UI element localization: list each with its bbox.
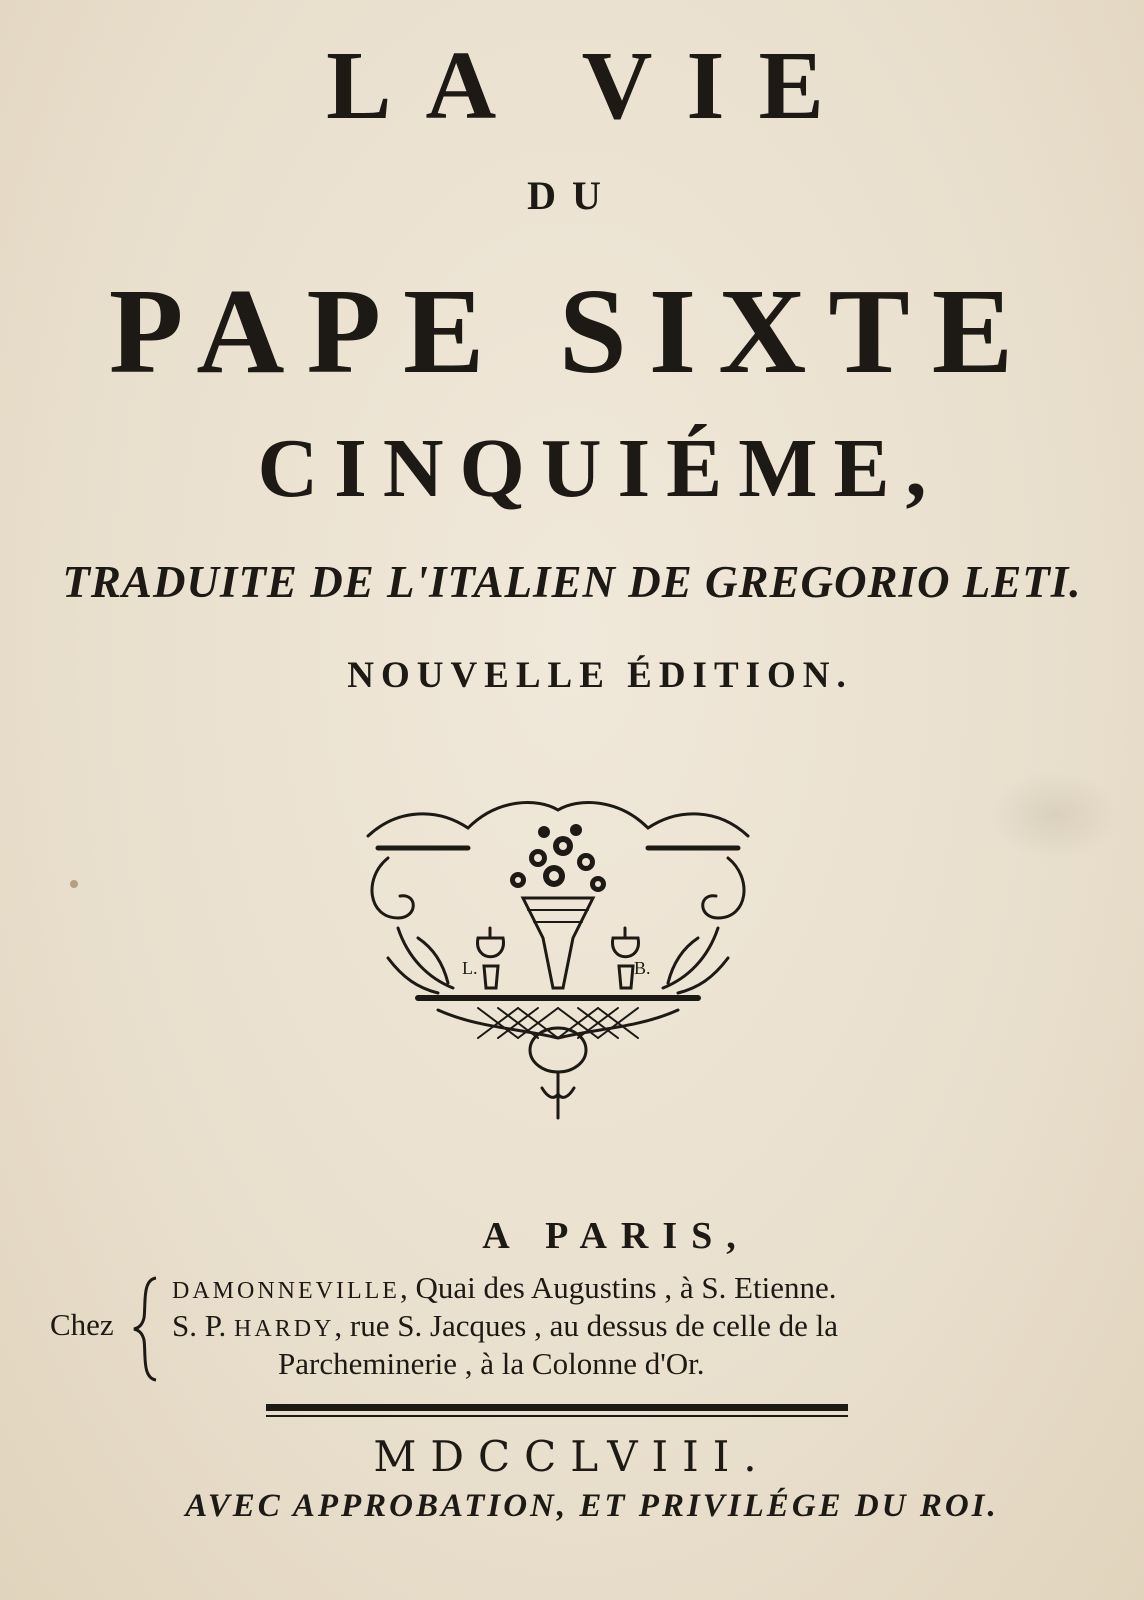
title-line-cinquieme: CINQUIÉME, [257,422,943,515]
imprint-chez: Chez [50,1307,114,1342]
imprint-printer-hardy [172,1308,838,1344]
printer-ornament-vignette [358,788,758,1128]
title-line-pape-sixte: PAPE SIXTE [108,264,1036,399]
printer2-initials: S. P. [172,1308,235,1343]
printer-name-hardy: HARDY [234,1316,335,1342]
double-rule-thin [266,1415,848,1417]
double-rule-thick [266,1404,848,1411]
royal-privilege: AVEC APPROBATION, ET PRIVILÉGE DU ROI. [185,1488,999,1524]
imprint-printer-hardy-continued: Parcheminerie , à la Colonne d'Or. [278,1346,705,1381]
title-line-du: DU [527,173,617,218]
subtitle-translator: TRADUITE DE L'ITALIEN DE GREGORIO LETI. [62,557,1082,607]
paper-stain [990,770,1120,860]
printer-name-damonneville: DAMONNEVILLE [172,1278,400,1304]
ornament-initial-left: L. [462,958,478,978]
imprint-printer-damonneville [172,1270,837,1306]
ornament-initial-right: B. [634,958,651,978]
title-line-la-vie: LA VIE [326,32,858,140]
printer2-address: , rue S. Jacques , au dessus de celle de la [334,1308,838,1343]
edition-statement: NOUVELLE ÉDITION. [347,655,853,696]
paper-spot [70,880,78,888]
printer1-address: , Quai des Augustins , à S. Etienne. [399,1270,837,1305]
imprint-place: A PARIS, [482,1215,750,1257]
publication-year: MDCCLVIII. [373,1432,771,1481]
curly-brace-icon [132,1274,162,1384]
